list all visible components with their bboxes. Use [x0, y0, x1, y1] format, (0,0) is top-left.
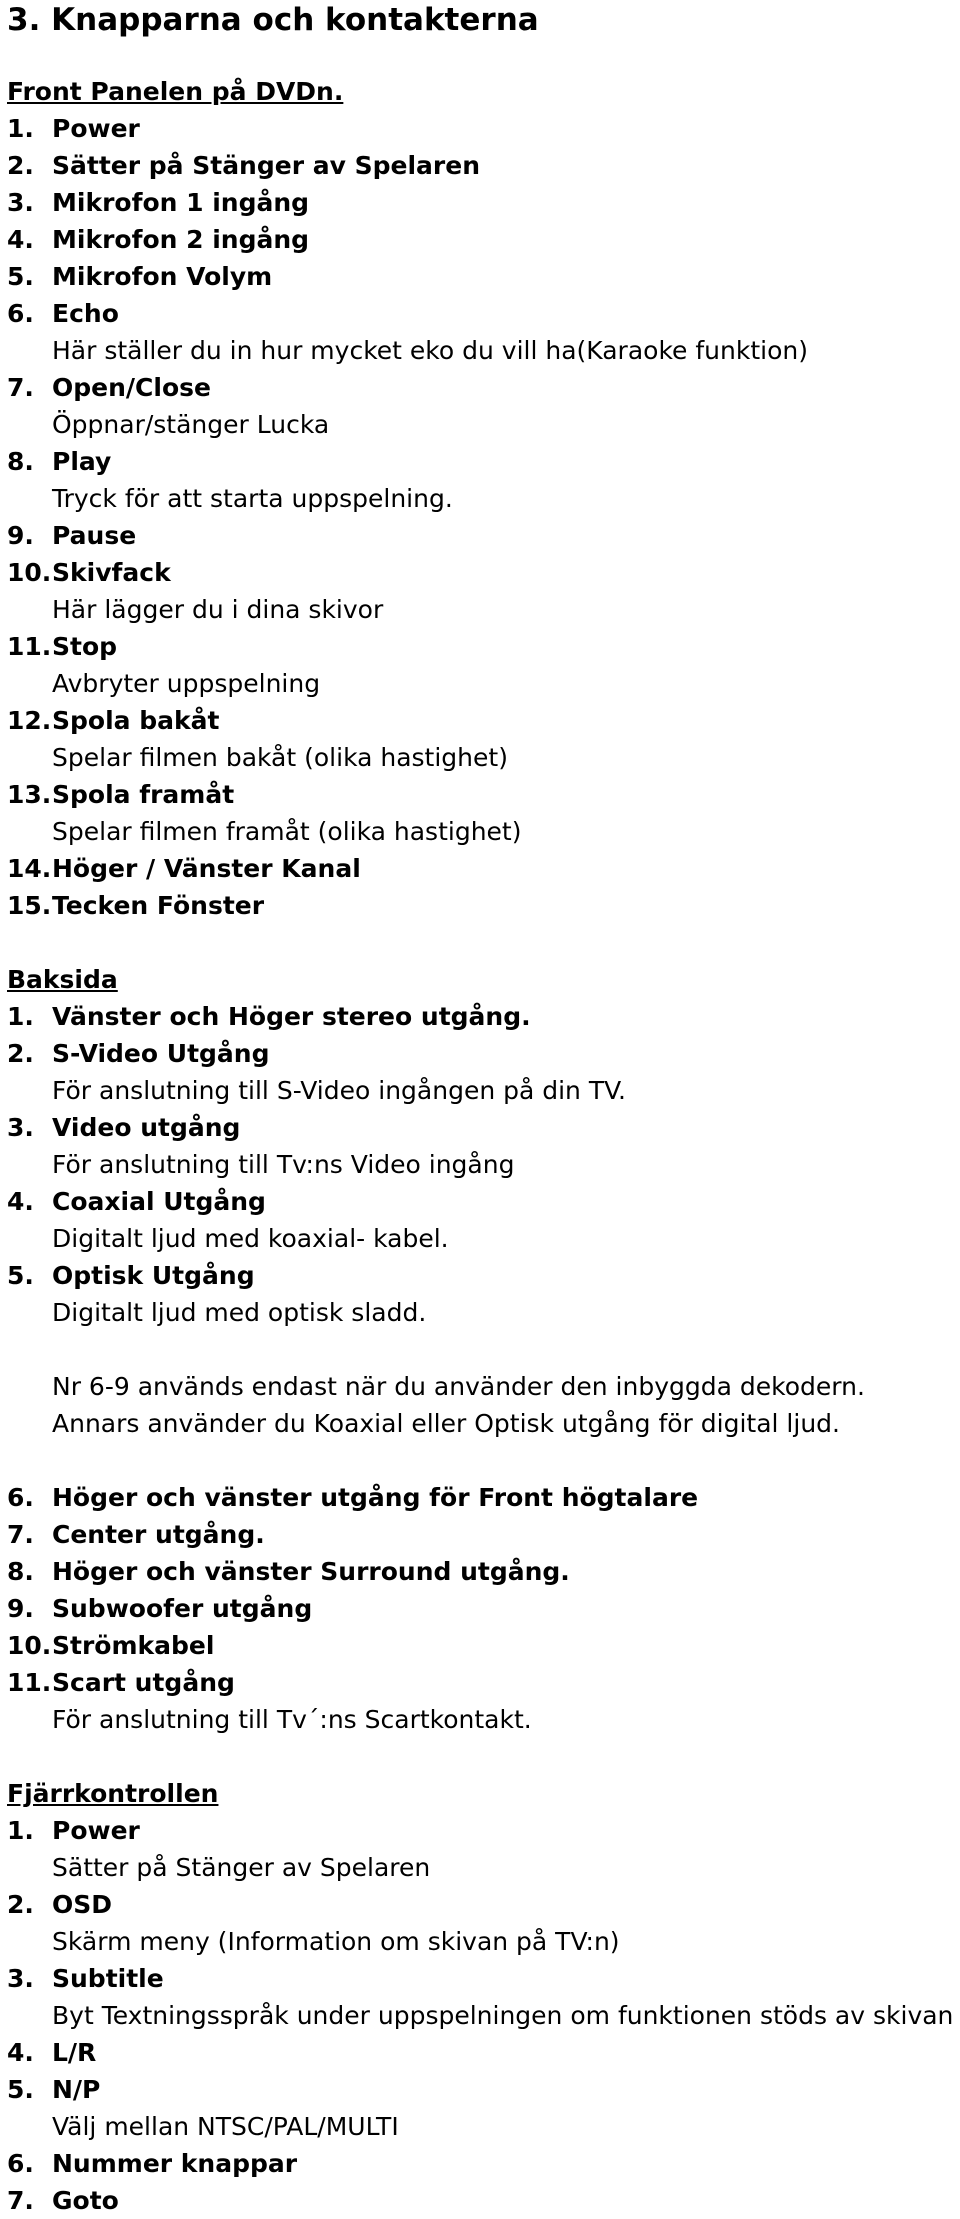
item-label: Spola framåt	[52, 780, 235, 809]
item-description: Byt Textningsspråk under uppspelningen om funktionen stöds av skivan	[52, 2001, 954, 2030]
list-item	[7, 1257, 957, 1294]
list-item	[7, 295, 957, 332]
item-number: 1.	[7, 1816, 34, 1845]
item-description: Avbryter uppspelning	[52, 669, 321, 698]
list-item	[7, 2145, 957, 2182]
item-number: 4.	[7, 2038, 34, 2067]
section-back-side	[7, 961, 957, 1738]
list-item	[7, 443, 957, 480]
item-label: L/R	[52, 2038, 97, 2067]
item-number: 9.	[7, 521, 34, 550]
item-description: Skärm meny (Information om skivan på TV:n)	[52, 1927, 620, 1956]
item-description: Här lägger du i dina skivor	[52, 595, 384, 624]
item-label: Center utgång.	[52, 1520, 265, 1549]
item-number: 3.	[7, 1964, 34, 1993]
item-label: Subwoofer utgång	[52, 1594, 313, 1623]
item-description: Öppnar/stänger Lucka	[52, 410, 330, 439]
list-item	[7, 1812, 957, 1849]
section-heading: Baksida	[7, 965, 118, 994]
item-label: Subtitle	[52, 1964, 164, 1993]
decoder-note-line: Annars använder du Koaxial eller Optisk utgång för digital ljud.	[52, 1409, 840, 1438]
item-label: Höger och vänster Surround utgång.	[52, 1557, 570, 1586]
item-number: 5.	[7, 2075, 34, 2104]
item-number: 14.	[7, 854, 52, 883]
item-description: Digitalt ljud med optisk sladd.	[52, 1298, 427, 1327]
item-number: 11.	[7, 632, 52, 661]
item-label: Tecken Fönster	[52, 891, 265, 920]
list-item	[7, 184, 957, 221]
item-number: 6.	[7, 2149, 34, 2178]
item-description: Spelar filmen bakåt (olika hastighet)	[52, 743, 508, 772]
list-item	[7, 1590, 957, 1627]
section-heading: Fjärrkontrollen	[7, 1779, 219, 1808]
item-label: Power	[52, 114, 140, 143]
list-item	[7, 258, 957, 295]
item-list	[7, 110, 957, 924]
item-description: Tryck för att starta uppspelning.	[52, 484, 453, 513]
section-heading: Front Panelen på DVDn.	[7, 77, 344, 106]
item-label: Nummer knappar	[52, 2149, 298, 2178]
list-item	[7, 110, 957, 147]
item-description: Här ställer du in hur mycket eko du vill ha(Karaoke funktion)	[52, 336, 808, 365]
item-number: 2.	[7, 1039, 34, 1068]
list-item	[7, 2182, 957, 2219]
item-list	[7, 1812, 957, 2219]
list-item	[7, 147, 957, 184]
item-label: N/P	[52, 2075, 101, 2104]
item-label: OSD	[52, 1890, 113, 1919]
item-label: Goto	[52, 2186, 119, 2215]
item-number: 7.	[7, 1520, 34, 1549]
list-item	[7, 1183, 957, 1220]
list-item	[7, 517, 957, 554]
item-number: 10.	[7, 1631, 52, 1660]
item-description: Sätter på Stänger av Spelaren	[52, 1853, 431, 1882]
item-label: Scart utgång	[52, 1668, 235, 1697]
item-label: Open/Close	[52, 373, 211, 402]
section-front-panel	[7, 73, 957, 924]
item-number: 8.	[7, 447, 34, 476]
list-item	[7, 1109, 957, 1146]
spacer	[7, 1442, 957, 1479]
item-label: Coaxial Utgång	[52, 1187, 266, 1216]
item-number: 3.	[7, 1113, 34, 1142]
item-number: 6.	[7, 1483, 34, 1512]
spacer	[7, 1331, 957, 1368]
item-number: 2.	[7, 151, 34, 180]
list-item	[7, 369, 957, 406]
item-label: Play	[52, 447, 112, 476]
item-description: För anslutning till S-Video ingången på din TV.	[52, 1076, 626, 1105]
list-item	[7, 1516, 957, 1553]
list-item	[7, 887, 957, 924]
item-description: För anslutning till Tv:ns Video ingång	[52, 1150, 515, 1179]
page-title: 3. Knapparna och kontakterna	[7, 2, 539, 38]
item-description: Spelar filmen framåt (olika hastighet)	[52, 817, 522, 846]
spacer	[7, 40, 957, 73]
item-label: Spola bakåt	[52, 706, 220, 735]
list-item	[7, 221, 957, 258]
item-label: Skivfack	[52, 558, 171, 587]
item-label: Strömkabel	[52, 1631, 215, 1660]
item-number: 6.	[7, 299, 34, 328]
item-description: Digitalt ljud med koaxial- kabel.	[52, 1224, 449, 1253]
list-item	[7, 702, 957, 739]
item-label: Höger / Vänster Kanal	[52, 854, 361, 883]
item-label: Video utgång	[52, 1113, 241, 1142]
item-number: 10.	[7, 558, 52, 587]
list-item	[7, 850, 957, 887]
item-number: 3.	[7, 188, 34, 217]
item-number: 1.	[7, 114, 34, 143]
list-item	[7, 554, 957, 591]
item-number: 7.	[7, 2186, 34, 2215]
item-label: S-Video Utgång	[52, 1039, 270, 1068]
item-number: 9.	[7, 1594, 34, 1623]
list-item	[7, 2034, 957, 2071]
item-number: 5.	[7, 1261, 34, 1290]
list-item	[7, 1627, 957, 1664]
item-label: Sätter på Stänger av Spelaren	[52, 151, 480, 180]
item-label: Vänster och Höger stereo utgång.	[52, 1002, 531, 1031]
spacer	[7, 1738, 957, 1775]
item-label: Stop	[52, 632, 118, 661]
item-list	[7, 998, 957, 1331]
item-number: 5.	[7, 262, 34, 291]
list-item	[7, 1960, 957, 1997]
item-number: 2.	[7, 1890, 34, 1919]
list-item	[7, 1479, 957, 1516]
spacer	[7, 924, 957, 961]
list-item	[7, 1553, 957, 1590]
item-number: 4.	[7, 1187, 34, 1216]
decoder-note-line: Nr 6-9 används endast när du använder den inbyggda dekodern.	[52, 1372, 865, 1401]
item-label: Optisk Utgång	[52, 1261, 255, 1290]
item-label: Echo	[52, 299, 119, 328]
item-number: 11.	[7, 1668, 52, 1697]
item-description: Välj mellan NTSC/PAL/MULTI	[52, 2112, 399, 2141]
item-list	[7, 1479, 957, 1738]
item-number: 13.	[7, 780, 52, 809]
list-item	[7, 776, 957, 813]
item-label: Mikrofon 2 ingång	[52, 225, 310, 254]
item-label: Mikrofon Volym	[52, 262, 273, 291]
item-number: 12.	[7, 706, 52, 735]
item-number: 8.	[7, 1557, 34, 1586]
item-number: 15.	[7, 891, 52, 920]
item-number: 4.	[7, 225, 34, 254]
list-item	[7, 2071, 957, 2108]
section-remote-control	[7, 1775, 957, 2219]
item-label: Mikrofon 1 ingång	[52, 188, 310, 217]
list-item	[7, 998, 957, 1035]
list-item	[7, 628, 957, 665]
item-description: För anslutning till Tv´:ns Scartkontakt.	[52, 1705, 532, 1734]
document	[7, 0, 957, 2219]
list-item	[7, 1664, 957, 1701]
item-label: Pause	[52, 521, 137, 550]
item-label: Höger och vänster utgång för Front högtalare	[52, 1483, 699, 1512]
list-item	[7, 1035, 957, 1072]
item-number: 7.	[7, 373, 34, 402]
item-label: Power	[52, 1816, 140, 1845]
item-number: 1.	[7, 1002, 34, 1031]
list-item	[7, 1886, 957, 1923]
